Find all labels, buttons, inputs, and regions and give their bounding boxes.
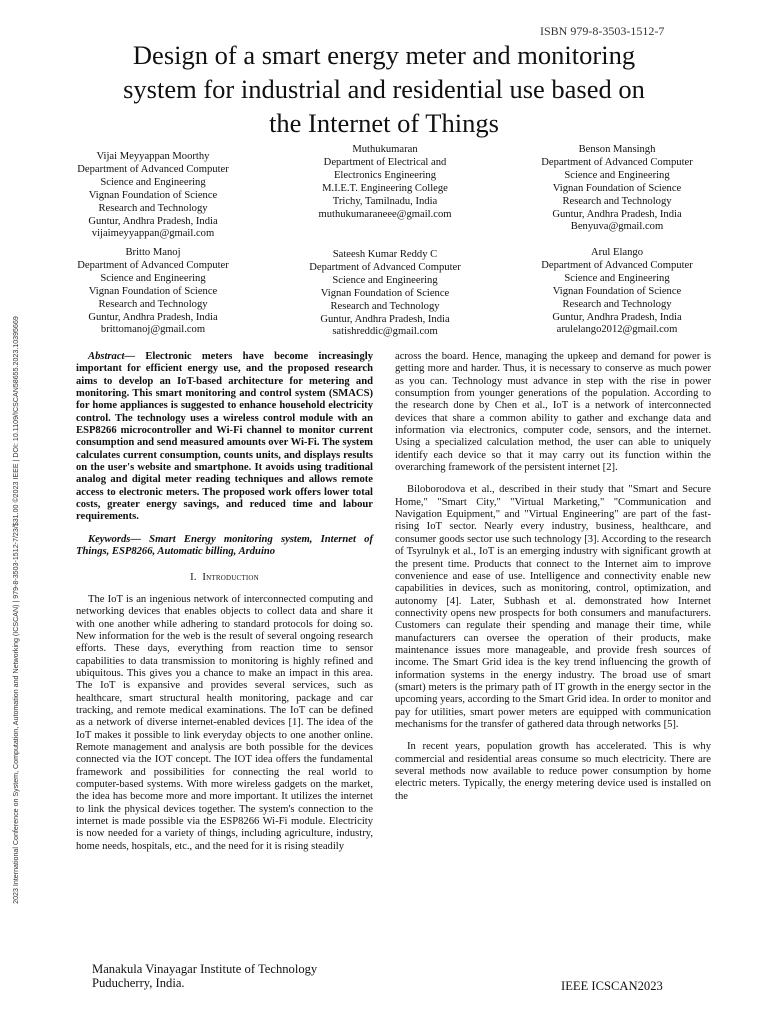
author-affiliation: Electronics Engineering [333, 169, 437, 181]
author-affiliation: Guntur, Andhra Pradesh, India [320, 313, 450, 325]
paper-title [60, 38, 708, 140]
author-affiliation: Vignan Foundation of Science [552, 285, 682, 297]
author-affiliation: Science and Engineering [100, 176, 206, 188]
keywords: Keywords— Smart Energy monitoring system, Internet of Things, ESP8266, Automatic billing, Arduino [76, 533, 373, 558]
intro-paragraph: The IoT is an ingenious network of interconnected computing and networking devices that enables objects to collect data and share it with one another while adhering to standard protocols for doing so. New information for the web is the result of several ongoing research efforts. These days, everything from reaction time to sensor capabilities to data transmission to monitoring is highly refined and ubiquitous. This gives you a chance to make an impact in this area. The IoT is expansive and provides several services, such as healthcare, smart structural health monitoring, package and car tracking, and remote medical examinations. The IoT can be defined as a network of diverse internet-enabled devices [1]. The idea of the IoT makes it possible to link everyday objects to one another online. Remote management and analysis are both possible for the devices connected via the IOT concept. The IOT idea offers the fundamental framework and possibilities for connecting the real world to computer-based systems. With more wireless gadgets on the market, the idea has become more and more important. It utilizes the internet to link the physical devices together. The system's connection to the internet is made possible via the ESP8266 Wi-Fi module. Electricity is now needed for a variety of things, including agriculture, industry, home needs, hospitals, etc., and the need for it is rising steadily [76, 593, 373, 852]
footer-institute-line-1: Manakula Vinayagar Institute of Technology [92, 962, 318, 976]
doi-sidebar-text: 2023 International Conference on System, Computation, Automation and Networking (ICSCAN) | 979-8-3503-1512-7/23/$31.00 ©2023 IEEE | DOI: 10.1109/ICSCAN58655.2023.10395669 [12, 316, 20, 904]
author-affiliation: Vignan Foundation of Science [88, 285, 218, 297]
doi-sidebar [6, 215, 26, 1005]
title-line-3: the Internet of Things [269, 108, 499, 138]
author-block-2 [285, 144, 485, 221]
author-name: Benson Mansingh [578, 144, 656, 155]
body-paragraph-2: Biloborodova et al., described in their study that "Smart and Secure Home," "Smart City," "Virtual Marketing," "Communication and Navigation Equipment," and "Virtual Engineering" are part of the fast-rising IoT sector. Nearly every industry, business, healthcare, and consumer goods sector use such technology [3]. According to the research of Tsyrulnyk et al., IoT is an emerging industry with significant growth at the present time. Products that connect to the Internet aim to improve convenience and ease of use. Intelligence and connectivity enable new capabilities in devices, such as monitoring, control, optimization, and autonomy [4]. Later, Subhash et al. demonstrated how Internet connectivity opens new prospects for both consumers and manufacturers. Customers can regulate their spending and manage their time, while manufacturers can oversee the operation of their products, make maintenance issues more manageable, and provide fresh sources of income. The Smart Grid idea is the key trend influencing the growth of information systems in the energy industry. The broad use of smart (smart) meters is the primary path of IT growth in the energy sector in the upcoming years, according to the Smart Grid idea. In order to monitor and pay for utilities, smart power meters are equipped with communication mechanisms for the transfer of gathered data through networks [5]. [395, 484, 711, 730]
author-block-1 [53, 151, 253, 241]
author-affiliation: Vignan Foundation of Science [88, 189, 218, 201]
author-affiliation: Guntur, Andhra Pradesh, India [552, 311, 682, 323]
author-affiliation: Department of Advanced Computer [77, 163, 229, 175]
footer-conference: IEEE ICSCAN2023 [561, 979, 663, 993]
author-affiliation: Vignan Foundation of Science [320, 287, 450, 299]
author-block-4 [53, 247, 253, 337]
author-block-3 [517, 144, 717, 234]
footer-institute-line-2: Puducherry, India. [92, 976, 185, 990]
footer-institute [92, 962, 317, 990]
author-affiliation: Science and Engineering [564, 272, 670, 284]
author-affiliation: Science and Engineering [564, 169, 670, 181]
abstract-text: Electronic meters have become increasingly important for efficient energy use, and the proposed research aims to develop an IoT-based architecture for metering and monitoring. This smart monitoring and control system (SMACS) for home appliances is suggested to enhance household electricity control. The technology uses a wireless control module with an ESP8266 microcontroller and Wi-Fi channel to monitor current consumption and send measured amounts over Wi-Fi. The system calculates current consumption, counts units, and displays results on the user's website and smartphone. It avoids using traditional analog and digital meter reading techniques and allows remote access to electronic meters. The proposed work offers lower total costs, greater energy savings, and reduced time and labour requirements. [76, 351, 373, 523]
abstract [76, 351, 373, 524]
author-affiliation: Department of Advanced Computer [541, 259, 693, 271]
section-heading-introduction [76, 572, 373, 584]
author-affiliation: Department of Advanced Computer [309, 261, 461, 273]
author-affiliation: Research and Technology [98, 298, 208, 310]
author-block-6 [517, 247, 717, 337]
author-affiliation: Science and Engineering [100, 272, 206, 284]
author-name: Britto Manoj [125, 247, 181, 258]
author-affiliation: Department of Advanced Computer [541, 156, 693, 168]
title-line-1: Design of a smart energy meter and monitoring [132, 40, 636, 70]
abstract-lead: Abstract— [88, 351, 136, 362]
author-affiliation: Research and Technology [330, 300, 440, 312]
author-email: muthukumaraneee@gmail.com [318, 208, 452, 220]
author-email: Benyuva@gmail.com [570, 221, 664, 233]
author-affiliation: Guntur, Andhra Pradesh, India [88, 215, 218, 227]
left-column [76, 351, 373, 853]
author-affiliation: Guntur, Andhra Pradesh, India [552, 208, 682, 220]
author-name: Arul Elango [590, 247, 644, 258]
section-number: I. [190, 571, 197, 583]
author-affiliation: Research and Technology [562, 298, 672, 310]
author-affiliation: Department of Electrical and [323, 156, 447, 168]
author-affiliation: Research and Technology [98, 202, 208, 214]
author-affiliation: Trichy, Tamilnadu, India [332, 195, 438, 207]
author-email: vijaimeyyappan@gmail.com [91, 228, 215, 240]
section-title: Introduction [202, 571, 259, 583]
right-column [395, 351, 711, 803]
isbn-header: ISBN 979-8-3503-1512-7 [540, 24, 665, 38]
author-affiliation: Science and Engineering [332, 274, 438, 286]
author-name: Sateesh Kumar Reddy C [332, 249, 438, 260]
author-affiliation: Vignan Foundation of Science [552, 182, 682, 194]
author-name: Muthukumaran [352, 144, 418, 155]
body-paragraph-1: across the board. Hence, managing the upkeep and demand for power is getting more and harder. Thus, it is necessary to conserve as much power as you can. Technology must advance in step with the rise in power consumption from younger generations of the population. According to the research done by Chen et al., IoT is a network of interconnected devices that share a common ability to gather and exchange data and information via electronics, computer code, sensors, and the internet. Using a specialized calculation method, the user can able to uniquely identify each device so that it may carry out its function within the overarching framework of the persistent internet [2]. [395, 351, 711, 474]
author-email: satishreddic@gmail.com [332, 326, 438, 338]
author-affiliation: M.I.E.T. Engineering College [322, 182, 448, 194]
author-email: arulelango2012@gmail.com [556, 324, 678, 336]
author-email: brittomanoj@gmail.com [100, 324, 206, 336]
title-line-2: system for industrial and residential use based on [123, 74, 645, 104]
author-affiliation: Department of Advanced Computer [77, 259, 229, 271]
author-affiliation: Research and Technology [562, 195, 672, 207]
author-affiliation: Guntur, Andhra Pradesh, India [88, 311, 218, 323]
author-name: Vijai Meyyappan Moorthy [96, 151, 210, 162]
body-paragraph-3: In recent years, population growth has accelerated. This is why commercial and residential areas consume so much electricity. There are several methods now available to reduce power consumption by home electric meters. Typically, the energy metering device used is installed on the [395, 741, 711, 802]
author-block-5 [285, 249, 485, 339]
